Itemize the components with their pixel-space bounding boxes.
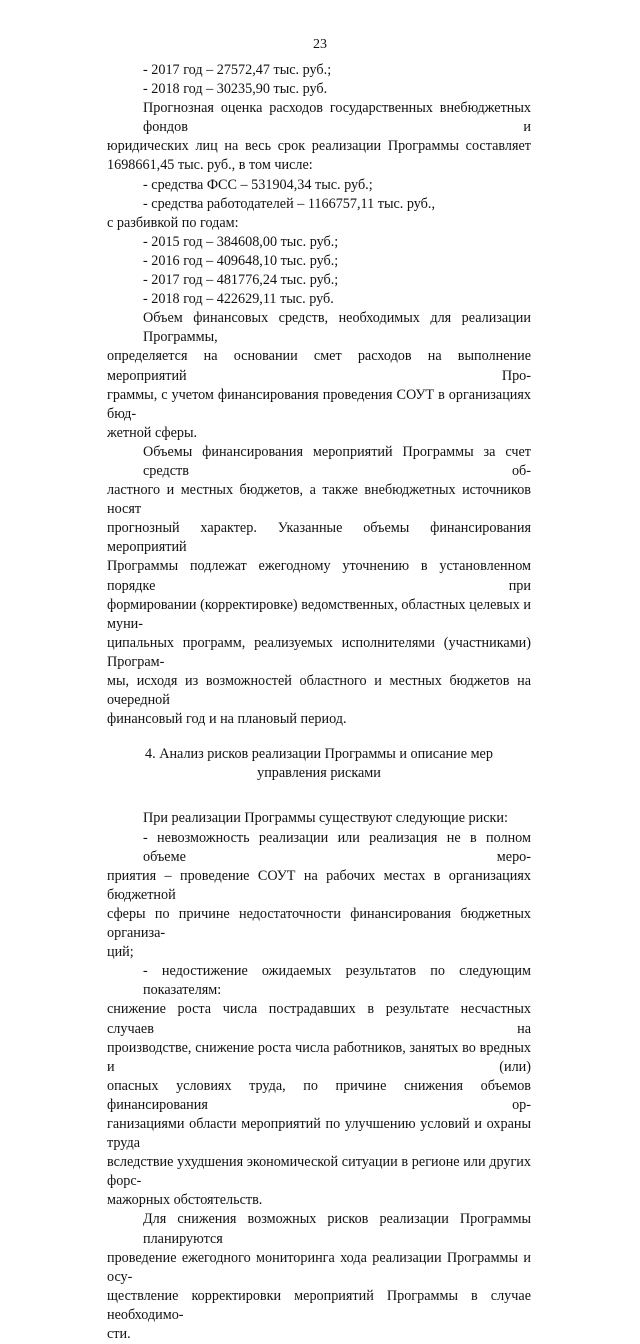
risk-item-line: опасных условиях труда, по причине снижения объемов финансирования ор- bbox=[107, 1077, 531, 1113]
paragraph-line: Объем финансовых средств, необходимых для реализации Программы, bbox=[143, 310, 531, 346]
paragraph-line: 1698661,45 тыс. руб., в том числе: bbox=[107, 157, 313, 174]
paragraph-line: жетной сферы. bbox=[107, 424, 198, 441]
amount-line-2018: - 2018 год – 30235,90 тыс. руб. bbox=[143, 81, 328, 98]
year-line-2016: - 2016 год – 409648,10 тыс. руб.; bbox=[143, 252, 339, 269]
page-number: 23 bbox=[313, 37, 327, 52]
risk-item-line: - невозможность реализации или реализация не в полном объеме меро- bbox=[143, 829, 531, 865]
paragraph-line: Программы подлежат ежегодному уточнению в установленном порядке при bbox=[107, 558, 531, 594]
paragraph-line: ластного и местных бюджетов, а также внебюджетных источников носят bbox=[107, 482, 531, 518]
paragraph-line: сти. bbox=[107, 1326, 131, 1342]
paragraph-line: прогнозный характер. Указанные объемы финансирования мероприятий bbox=[107, 520, 531, 556]
section-heading: управления рисками bbox=[257, 765, 381, 782]
source-employers-line: - средства работодателей – 1166757,11 тыс. руб., bbox=[143, 195, 435, 212]
risk-item-line: ганизациями области мероприятий по улучшению условий и охраны труда bbox=[107, 1115, 531, 1152]
paragraph-line: ществление корректировки мероприятий Программы в случае необходимо- bbox=[107, 1287, 531, 1323]
section-heading: 4. Анализ рисков реализации Программы и описание мер bbox=[145, 746, 493, 763]
year-line-2017: - 2017 год – 481776,24 тыс. руб.; bbox=[143, 272, 339, 289]
risk-item-line: производстве, снижение роста числа работников, занятых во вредных и (или) bbox=[107, 1039, 531, 1075]
year-line-2018: - 2018 год – 422629,11 тыс. руб. bbox=[143, 291, 334, 308]
paragraph-line: ципальных программ, реализуемых исполнителями (участниками) Програм- bbox=[107, 634, 531, 670]
year-line-2015: - 2015 год – 384608,00 тыс. руб.; bbox=[143, 233, 339, 250]
paragraph-line: Объемы финансирования мероприятий Программы за счет средств об- bbox=[143, 443, 531, 479]
paragraph-line: юридических лиц на весь срок реализации Программы составляет bbox=[107, 138, 531, 155]
by-year-intro: с разбивкой по годам: bbox=[107, 214, 239, 231]
paragraph-line: финансовый год и на плановый период. bbox=[107, 711, 347, 728]
paragraph-line: определяется на основании смет расходов на выполнение мероприятий Про- bbox=[107, 348, 531, 384]
risk-item-line: - недостижение ожидаемых результатов по следующим показателям: bbox=[143, 963, 531, 999]
risk-item-line: снижение роста числа пострадавших в результате несчастных случаев на bbox=[107, 1001, 531, 1037]
paragraph-line: проведение ежегодного мониторинга хода реализации Программы и осу- bbox=[107, 1249, 531, 1285]
risk-item-line: приятия – проведение СОУТ на рабочих местах в организациях бюджетной bbox=[107, 867, 531, 903]
paragraph-line: мы, исходя из возможностей областного и местных бюджетов на очередной bbox=[107, 673, 531, 709]
amount-line-2017: - 2017 год – 27572,47 тыс. руб.; bbox=[143, 62, 332, 78]
source-fss-line: - средства ФСС – 531904,34 тыс. руб.; bbox=[143, 176, 373, 193]
paragraph-line: Прогнозная оценка расходов государственных внебюджетных фондов и bbox=[143, 100, 531, 136]
paragraph-line: Для снижения возможных рисков реализации Программы планируются bbox=[143, 1211, 531, 1247]
page-content bbox=[107, 61, 531, 1344]
risk-item-line: мажорных обстоятельств. bbox=[107, 1192, 263, 1209]
risk-item-line: ций; bbox=[107, 944, 134, 961]
risk-item-line: вследствие ухудшения экономической ситуации в регионе или других форс- bbox=[107, 1154, 531, 1190]
paragraph-line: формировании (корректировке) ведомственных, областных целевых и муни- bbox=[107, 596, 531, 632]
risks-intro: При реализации Программы существуют следующие риски: bbox=[143, 810, 508, 827]
paragraph-line: граммы, с учетом финансирования проведения СОУТ в организациях бюд- bbox=[107, 386, 531, 422]
risk-item-line: сферы по причине недостаточности финансирования бюджетных организа- bbox=[107, 905, 531, 942]
